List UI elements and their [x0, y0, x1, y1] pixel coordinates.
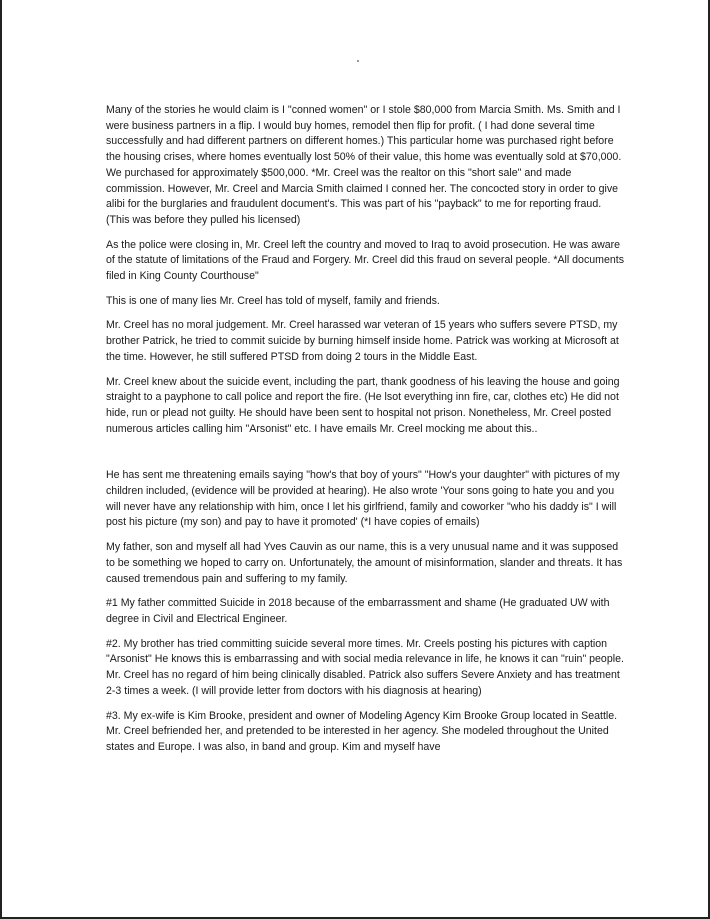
scan-speck	[357, 60, 359, 62]
paragraph-many-lies: This is one of many lies Mr. Creel has told of myself, family and friends.	[106, 294, 440, 307]
document-body	[106, 103, 626, 765]
paragraph-police-closing-in: As the police were closing in, Mr. Creel left the country and moved to Iraq to avoid prosecution. He was aware of the statute of limitations of the Fraud and Forgery. Mr. Creel did this fraud on several people. *All documents filed in King County Courthouse"	[106, 238, 624, 283]
paragraph-conned-claims: Many of the stories he would claim is I "conned women" or I stole $80,000 from Marcia Smith. Ms. Smith and I were business partners in a flip. I would buy homes, remodel then flip for profit. ( I had done several time successfully and had different partners on different homes.) This particular home was purchased right before the housing crises, where homes eventually lost 50% of their value, this home was eventually sold at $70,000. We purchased for approximately $500,000. *Mr. Creel was the realtor on this "short sale" and made commission. However, Mr. Creel and Marcia Smith claimed I conned her. The concocted story in order to give alibi for the burglaries and fraudulent document's. This was part of his "payback" to me for reporting fraud. (This was before they pulled his licensed)	[106, 104, 622, 226]
paragraph-item-1-father: #1 My father committed Suicide in 2018 because of the embarrassment and shame (He graduated UW with degree in Civil and Electrical Engineer.	[106, 597, 610, 625]
paragraph-suicide-event: Mr. Creel knew about the suicide event, including the part, thank goodness of his leaving the house and going straight to a payphone to call police and report the fire. (He lsot everything inn fire, car, clothes etc) He did not hide, run or plead not guilty. He should have been sent to hospital not prison. Nonetheless, Mr. Creel posted numerous articles calling him "Arsonist" etc. I have emails Mr. Creel mocking me about this..	[106, 375, 620, 435]
paragraph-moral-judgement: Mr. Creel has no moral judgement. Mr. Creel harassed war veteran of 15 years who suffers severe PTSD, my brother Patrick, he tried to commit suicide by burning himself inside home. Patrick was working at Microsoft at the time. However, he still suffered PTSD from doing 2 tours in the Middle East.	[106, 319, 619, 363]
paragraph-family-name: My father, son and myself all had Yves Cauvin as our name, this is a very unusual name and it was supposed to be something we hoped to carry on. Unfortunately, the amount of misinformation, slander and threats. It has caused tremendous pain and suffering to my family.	[106, 541, 623, 585]
paragraph-item-2-brother: #2. My brother has tried committing suicide several more times. Mr. Creels posting his pictures with caption "Arsonist" He knows this is embarrassing and with social media relevance in life, he knows it can "ruin" people. Mr. Creel has no regard of him being clinically disabled. Patrick also suffers Severe Anxiety and has treatment 2-3 times a week. (I will provide letter from doctors with his diagnosis at hearing)	[106, 637, 624, 697]
paragraph-item-3-ex-wife: #3. My ex-wife is Kim Brooke, president and owner of Modeling Agency Kim Brooke Group located in Seattle. Mr. Creel befriended her, and pretended to be interested in her agency. She modeled throughout the United states and Europe. I was also, in band and group. Kim and myself have	[106, 709, 618, 753]
paragraph-threatening-emails: He has sent me threatening emails saying "how's that boy of yours" "How's your daughter" with pictures of my children included, (evidence will be provided at hearing). He also wrote 'Your sons going to hate you and you will never have any relationship with him, once I let his girlfriend, family and coworker "who his daddy is" I will post his picture (my son) and pay to have it promoted' (*I have copies of emails)	[106, 469, 620, 529]
